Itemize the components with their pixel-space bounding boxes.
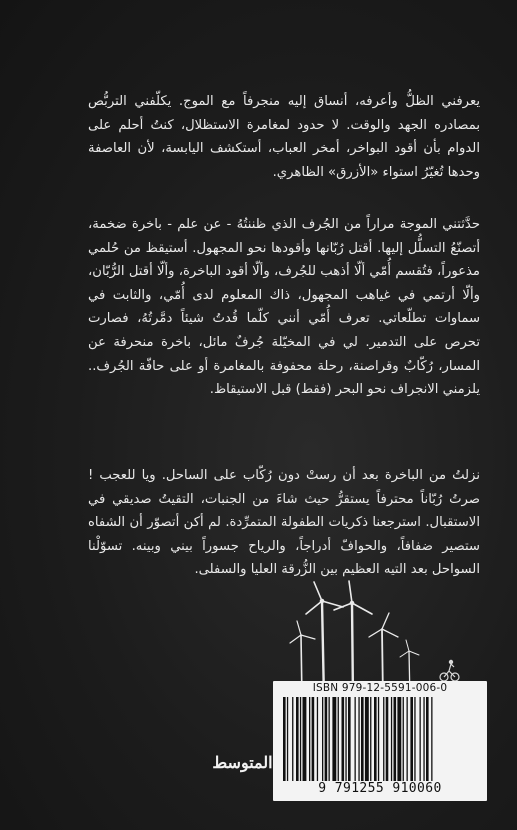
barcode-digits: 9 791255 910060 — [318, 781, 442, 796]
publisher-logo: المتوسط — [212, 753, 273, 772]
cyclist-icon — [440, 660, 459, 681]
barcode — [283, 697, 479, 781]
blurb-text-2: حدَّثتني الموجة مراراً من الجُرف الذي ظننتُهُ - عن علم - باخرة ضخمة، أتصنّعُ التسلُّل إليها. أقتل رُبّانها وأقودها نحو المجهول. أستيقظ من حُلمي مذعوراً، فتُقسم أُمّي ألّا أذهب للجُرف، وألّا أقود الباخرة، وألّا أقتل الرُّبّان، وألّا أرتمي في غياهب المجهول، ذاك المعلوم لدى أُمّي، والثابت في سماوات تطلّعاتي. تعرف أُمّي أنني كلّما قُدتُ شيئاً دمَّرتُهُ، فصارت تحرص على التدمير. لي في المخيّلة جُرفٌ مائل، باخرة منحرفة عن المسار، رُكّابٌ وقراصنة، رحلة محفوفة بالمغامرة أو على حافّة الجُرف.. يلزمني الانجراف نحو البحر (فقط) قبل الاستيقاظ. — [88, 217, 480, 398]
blurb-text-1: يعرفني الظلُّ وأعرفه، أنساق إليه منجرفاً مع الموج. يكلّفني التربُّص بمصادره الجهد والوقت. لا حدود لمغامرة الاستظلال، كنتُ أحلم على الدوام بأن أقود البواخر، أمخر العباب، أستكشف اليابسة، لأن العاصفة وحدها تُغيّرُ استواء «الأزرق» الظاهري. — [88, 94, 480, 180]
blurb-text-3: نزلتُ من الباخرة بعد أن رستْ دون رُكّاب على الساحل. ويا للعجب !صرتُ رُبّاناً محترفاً يستقرُّ حيث شاءَ من الجنبات، التقيتُ صديقي في الاستقبال. استرجعنا ذكريات الطفولة المتمرِّدة. لم أكن أتصوّر أن الشفاه ستصير ضفافاً، والحوافّ أدراجاً، والرياح جسوراً بيني وبينه. تسوّلْنا السواحل بعد التيه العظيم بين الزُّرقة العليا والسفلى. — [88, 468, 480, 578]
isbn-label: ISBN 979-12-5591-006-0 — [312, 682, 448, 694]
